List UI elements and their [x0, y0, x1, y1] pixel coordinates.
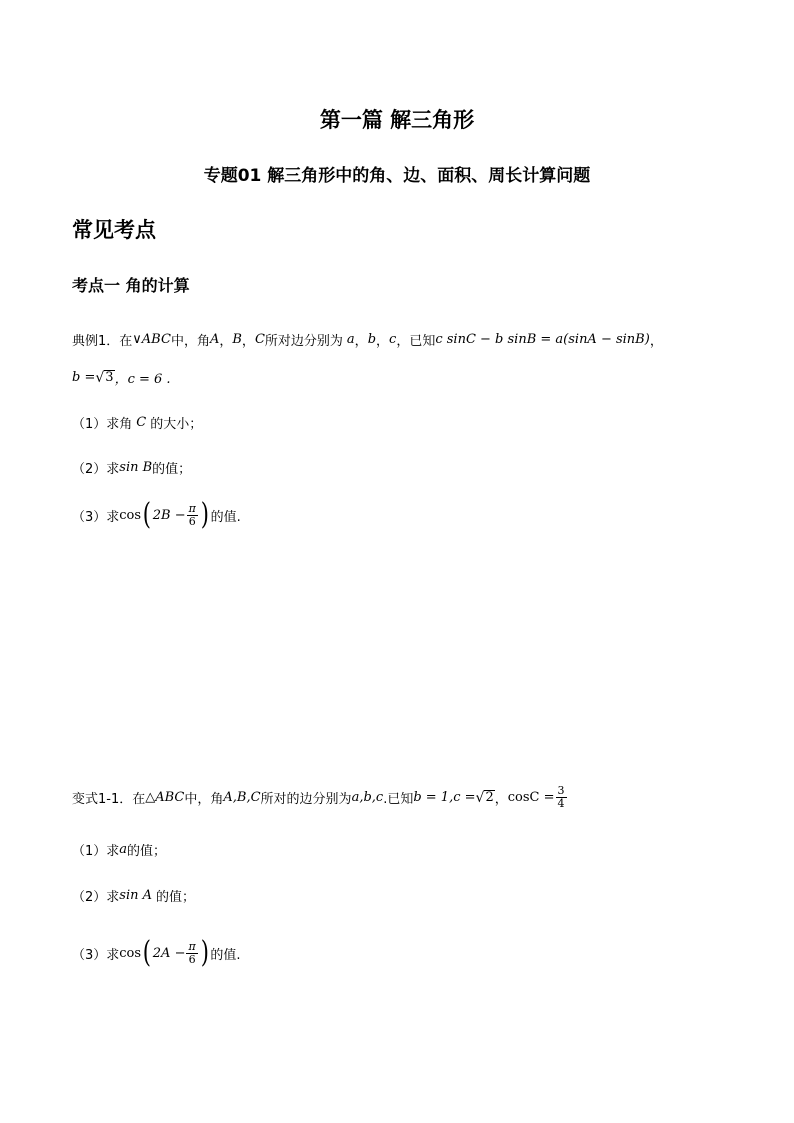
example-text: ，已知: [396, 334, 436, 349]
three-quarters: $\frac{3}{4}$: [557, 784, 565, 810]
pi-over-six: $\frac{\pi}{6}$: [188, 939, 196, 966]
example-1-question-2: （2）求 sin B 的值；: [72, 460, 192, 477]
example-lead: 典例1．在: [72, 334, 133, 349]
variant-1-question-3: （3）求 cos ( 2A − $\frac{\pi}{6}$ ) 的值.: [72, 935, 241, 970]
separator: ，: [649, 334, 663, 349]
variant-1-question-2: （2）求 sin A 的值；: [72, 888, 196, 905]
side-a: a: [346, 332, 355, 347]
variant-1-statement: 变式1-1．在 △ABC 中，角 A,B,C 所对的边分别为 a,b,c .已知 b = 1,c = √ 2 ， cosC = $\frac{3}{4}$: [72, 784, 565, 810]
angle-c: C: [254, 332, 265, 347]
separator: ，: [219, 334, 233, 349]
example-1-question-1: （1）求角 C 的大小；: [72, 415, 203, 432]
section-heading: 常见考点: [72, 218, 156, 242]
example-1-question-3: （3）求 cos ( 2B − $\frac{\pi}{6}$ ) 的值.: [72, 497, 241, 532]
point-heading: 考点一 角的计算: [72, 276, 190, 295]
condition-b: b =: [72, 370, 96, 385]
side-c: c: [389, 332, 397, 347]
topic-subtitle: 专题01 解三角形中的角、边、面积、周长计算问题: [203, 166, 591, 186]
pi-over-six: $\frac{\pi}{6}$: [188, 501, 196, 528]
given-equation: c sinC − b sinB = a(sinA − sinB): [435, 332, 650, 347]
condition-c: ，c = 6 .: [114, 372, 171, 387]
example-1-statement: [72, 330, 663, 349]
cos-c-label: cosC =: [507, 790, 555, 805]
variant-1-question-1: （1）求 a 的值；: [72, 842, 167, 859]
example-text: 所对边分别为: [264, 334, 343, 349]
page-title: 第一篇 解三角形: [319, 108, 475, 132]
sqrt-expression: √ 2: [475, 789, 494, 806]
angle-list: A,B,C: [223, 790, 261, 805]
separator: ，: [376, 334, 390, 349]
example-1-conditions: [72, 368, 171, 387]
condition-bc: b = 1,c =: [413, 790, 476, 805]
separator: ，: [354, 334, 368, 349]
side-b: b: [367, 332, 377, 347]
triangle-symbol: △ABC: [145, 790, 185, 805]
example-text: 中，角: [170, 334, 210, 349]
sqrt-expression: √ 3: [95, 369, 114, 386]
separator: ，: [241, 334, 255, 349]
angle-a: A: [209, 332, 220, 347]
angle-b: B: [232, 332, 242, 347]
side-list: a,b,c: [351, 790, 384, 805]
variant-lead: 变式1-1．在: [72, 792, 146, 807]
triangle-symbol: ∨ABC: [132, 332, 171, 347]
